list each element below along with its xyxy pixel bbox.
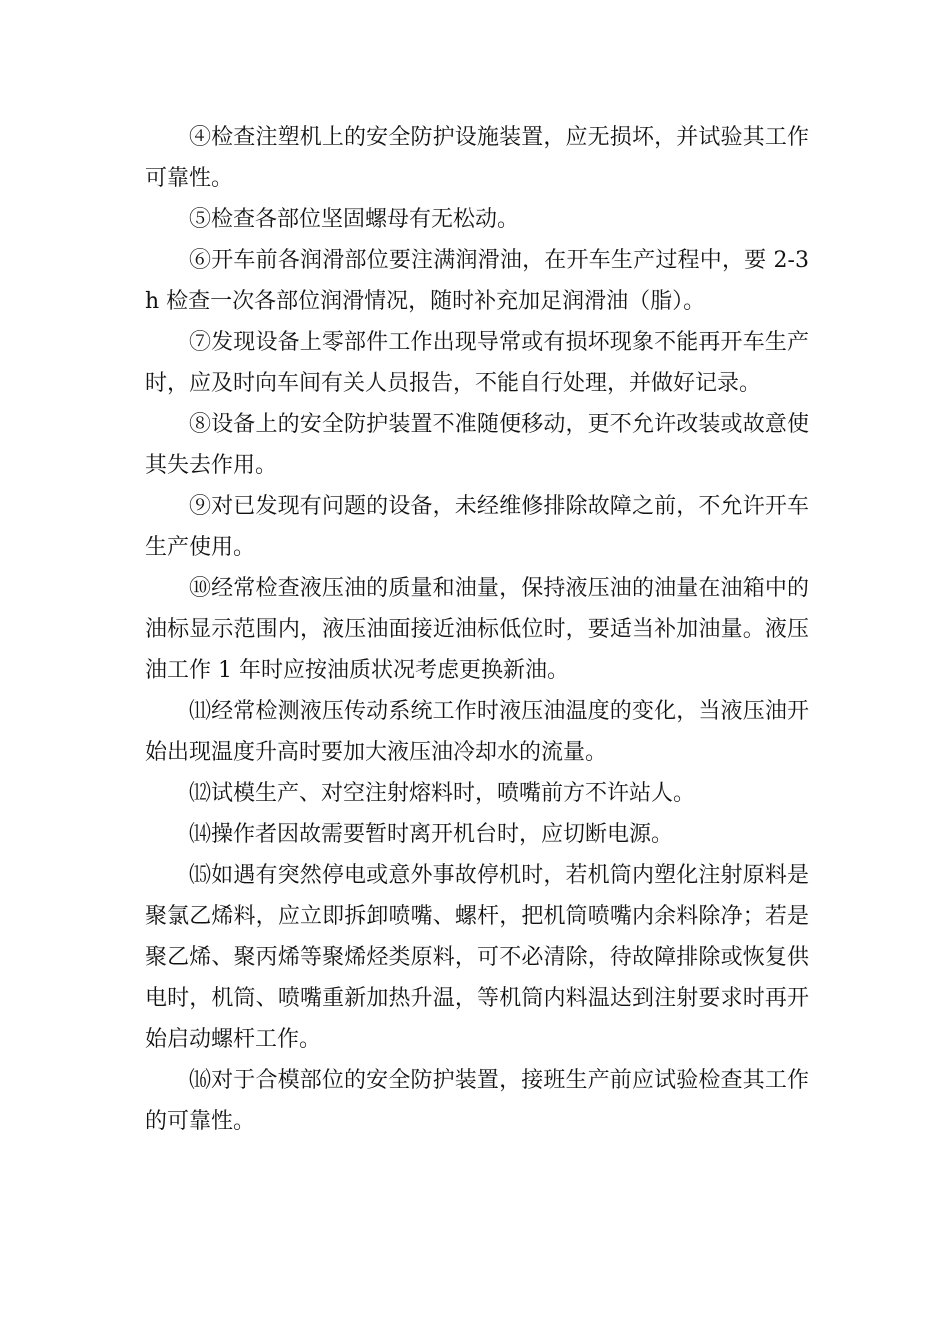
paragraph-item-5: ⑤检查各部位坚固螺母有无松动。 [189,207,520,232]
document-body [145,117,809,1142]
paragraph-item-7: ⑦发现设备上零部件工作出现导常或有损坏现象不能再开车生产时，应及时向车间有关人员报告，不能自行处理，并做好记录。 [145,330,809,396]
paragraph-item-11: ⑾经常检测液压传动系统工作时液压油温度的变化，当液压油开始出现温度升高时要加大液压油冷却水的流量。 [145,699,809,765]
paragraph-item-16: ⒃对于合模部位的安全防护装置，接班生产前应试验检查其工作的可靠性。 [145,1068,809,1134]
paragraph-item-8: ⑧设备上的安全防护装置不准随便移动，更不允许改装或故意使其失去作用。 [145,412,809,478]
paragraph-item-15: ⒂如遇有突然停电或意外事故停机时，若机筒内塑化注射原料是聚氯乙烯料，应立即拆卸喷嘴、螺杆，把机筒喷嘴内余料除净；若是聚乙烯、聚丙烯等聚烯烃类原料，可不必清除，待故障排除或恢复供电时，机筒、喷嘴重新加热升温，等机筒内料温达到注射要求时再开始启动螺杆工作。 [145,863,809,1052]
paragraph-item-6: ⑥开车前各润滑部位要注满润滑油，在开车生产过程中，要 2-3h 检查一次各部位润滑情况，随时补充加足润滑油（脂）。 [145,248,809,314]
paragraph-item-12: ⑿试模生产、对空注射熔料时，喷嘴前方不许站人。 [189,781,696,806]
paragraph-item-10: ⑩经常检查液压油的质量和油量，保持液压油的油量在油箱中的油标显示范围内，液压油面接近油标低位时，要适当补加油量。液压油工作 1 年时应按油质状况考虑更换新油。 [145,576,809,683]
paragraph-item-9: ⑨对已发现有问题的设备，未经维修排除故障之前，不允许开车生产使用。 [145,494,809,560]
paragraph-item-14: ⒁操作者因故需要暂时离开机台时，应切断电源。 [189,822,674,847]
paragraph-item-4: ④检查注塑机上的安全防护设施装置，应无损坏，并试验其工作可靠性。 [145,125,809,191]
